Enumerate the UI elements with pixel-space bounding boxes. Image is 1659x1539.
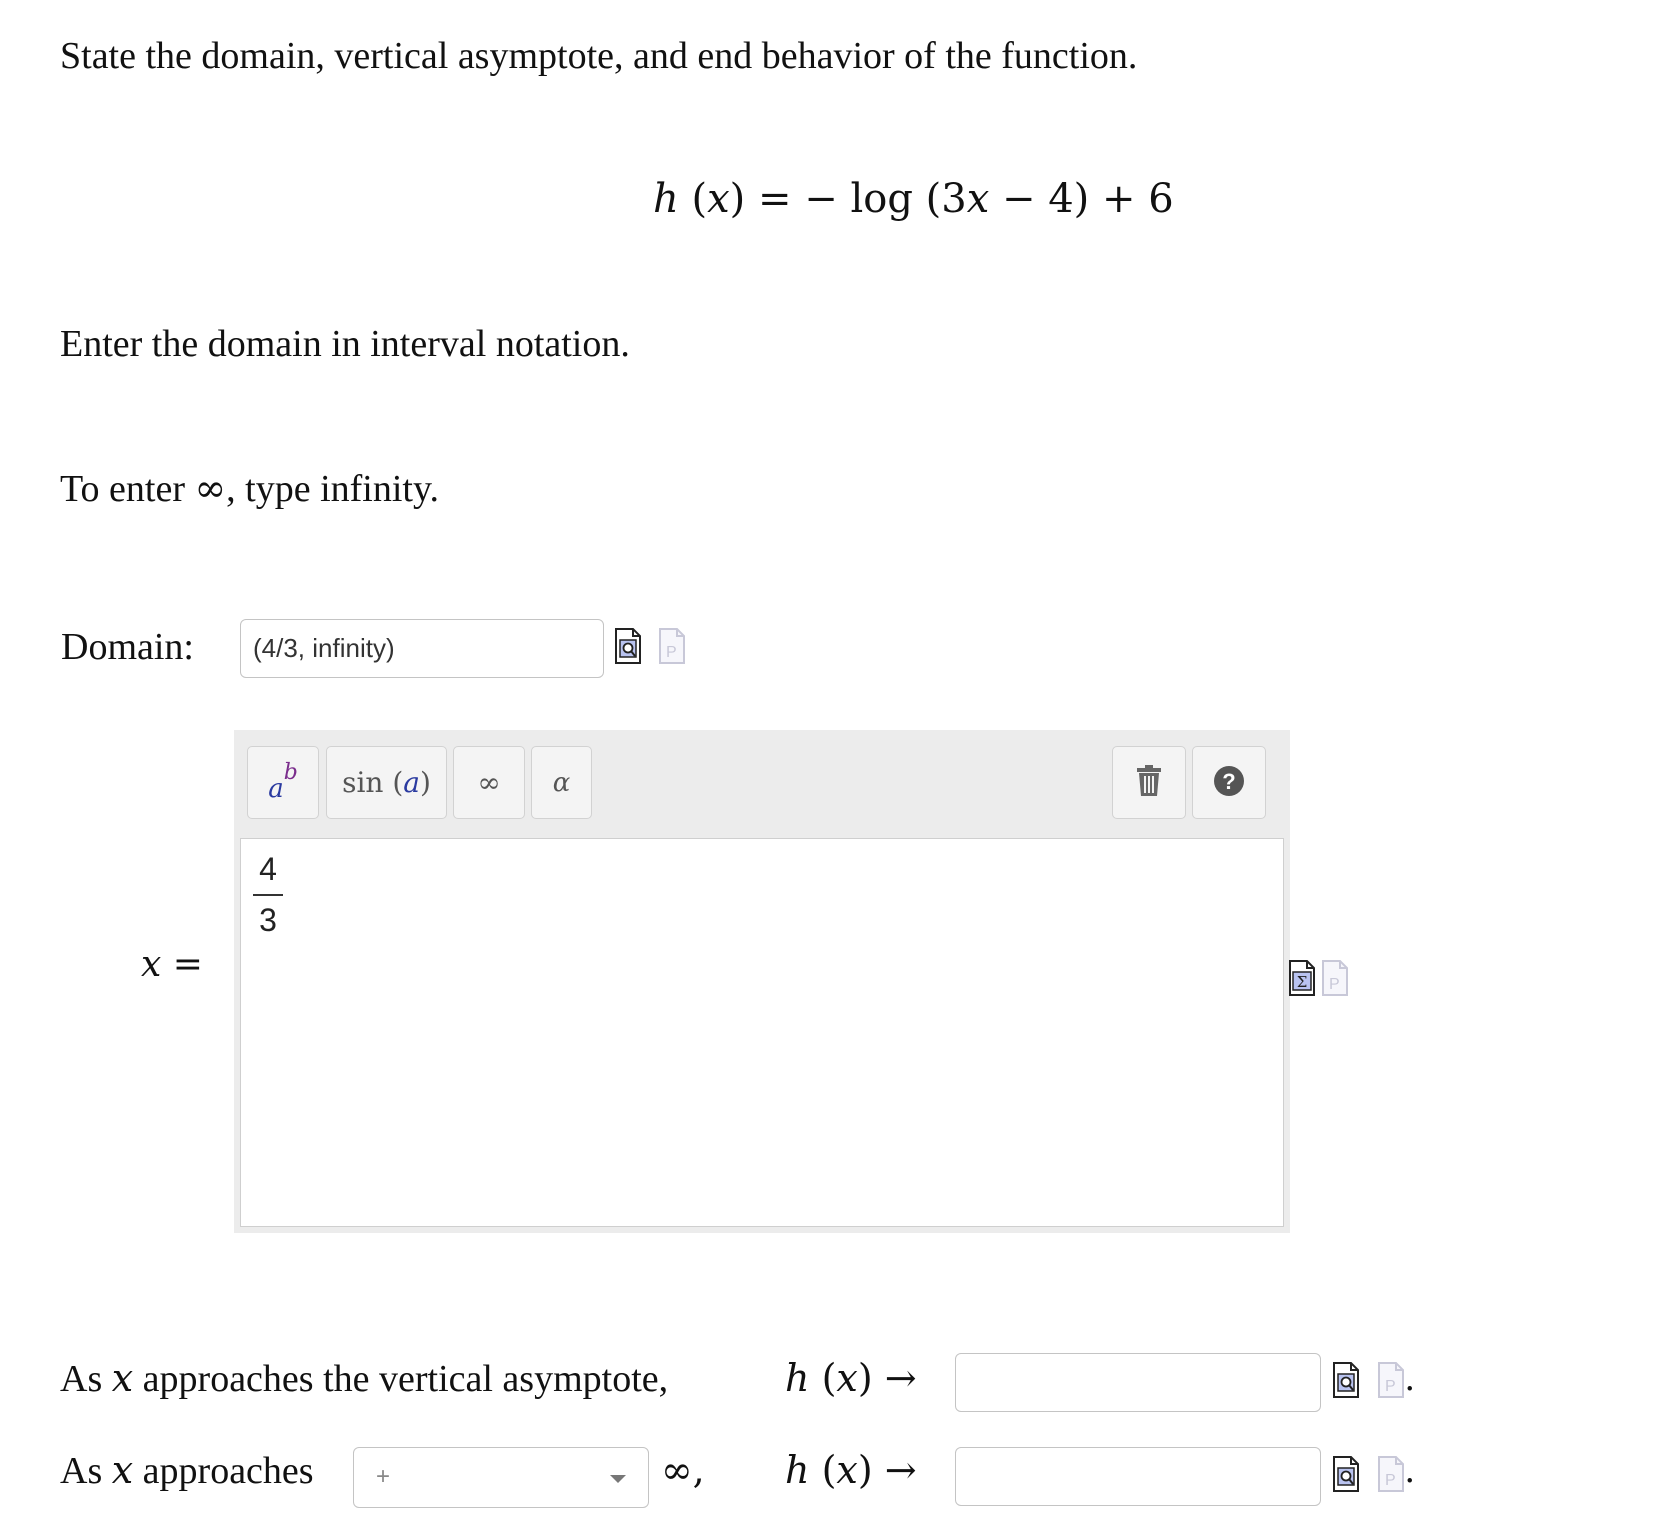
fraction-four-thirds: 4 3 [253, 851, 283, 939]
domain-hint: Enter the domain in interval notation. [60, 323, 630, 365]
domain-input[interactable] [240, 619, 604, 678]
svg-text:P: P [666, 644, 677, 661]
function-template-button[interactable]: sin ( a ) [326, 746, 447, 819]
end-behavior-row2-limit: h (x) → [785, 1448, 917, 1492]
math-editor [234, 730, 1290, 1233]
trash-icon [1135, 765, 1163, 801]
help-button[interactable] [1192, 746, 1266, 819]
infinity-hint: To enter ∞, type infinity. [60, 466, 440, 510]
svg-text:?: ? [1222, 768, 1236, 794]
greek-letters-button[interactable]: α [531, 746, 592, 819]
svg-text:P: P [1385, 1472, 1396, 1489]
domain-disabled-doc-icon [659, 628, 685, 664]
infinity-sign-select[interactable]: + [353, 1447, 649, 1508]
infinity-after-select: ∞, [661, 1448, 705, 1492]
end-behavior-infinity-input[interactable] [955, 1447, 1321, 1506]
question-prompt: State the domain, vertical asymptote, and end behavior of the function. [60, 35, 1138, 77]
row1-disabled-doc-icon [1378, 1362, 1404, 1398]
infinity-button[interactable]: ∞ [453, 746, 525, 819]
svg-text:Σ: Σ [1296, 973, 1308, 991]
end-behavior-row1-limit: h (x) → [785, 1356, 917, 1400]
domain-label: Domain: [61, 626, 194, 668]
power-template-button[interactable]: a b [247, 746, 319, 819]
row2-period: . [1405, 1449, 1415, 1491]
row1-preview-icon[interactable] [1333, 1362, 1359, 1398]
domain-preview-icon[interactable] [615, 628, 641, 664]
chevron-down-icon [610, 1475, 626, 1483]
editor-canvas[interactable] [240, 838, 1284, 1227]
svg-text:P: P [1385, 1378, 1396, 1395]
row2-preview-icon[interactable] [1333, 1456, 1359, 1492]
function-equation: h (x) = − log (3x − 4) + 6 [653, 176, 1174, 222]
row1-period: . [1405, 1357, 1415, 1399]
end-behavior-asymptote-input[interactable] [955, 1353, 1321, 1412]
asymptote-label: x = [141, 944, 203, 985]
clear-button[interactable] [1112, 746, 1186, 819]
row2-disabled-doc-icon [1378, 1456, 1404, 1492]
help-icon [1213, 765, 1245, 801]
end-behavior-row2-text: As x approaches [60, 1448, 314, 1492]
asymptote-disabled-doc-icon [1322, 960, 1348, 996]
svg-text:P: P [1329, 976, 1340, 993]
asymptote-equation-palette-icon[interactable] [1289, 960, 1315, 996]
end-behavior-row1-text: As x approaches the vertical asymptote, [60, 1356, 669, 1400]
